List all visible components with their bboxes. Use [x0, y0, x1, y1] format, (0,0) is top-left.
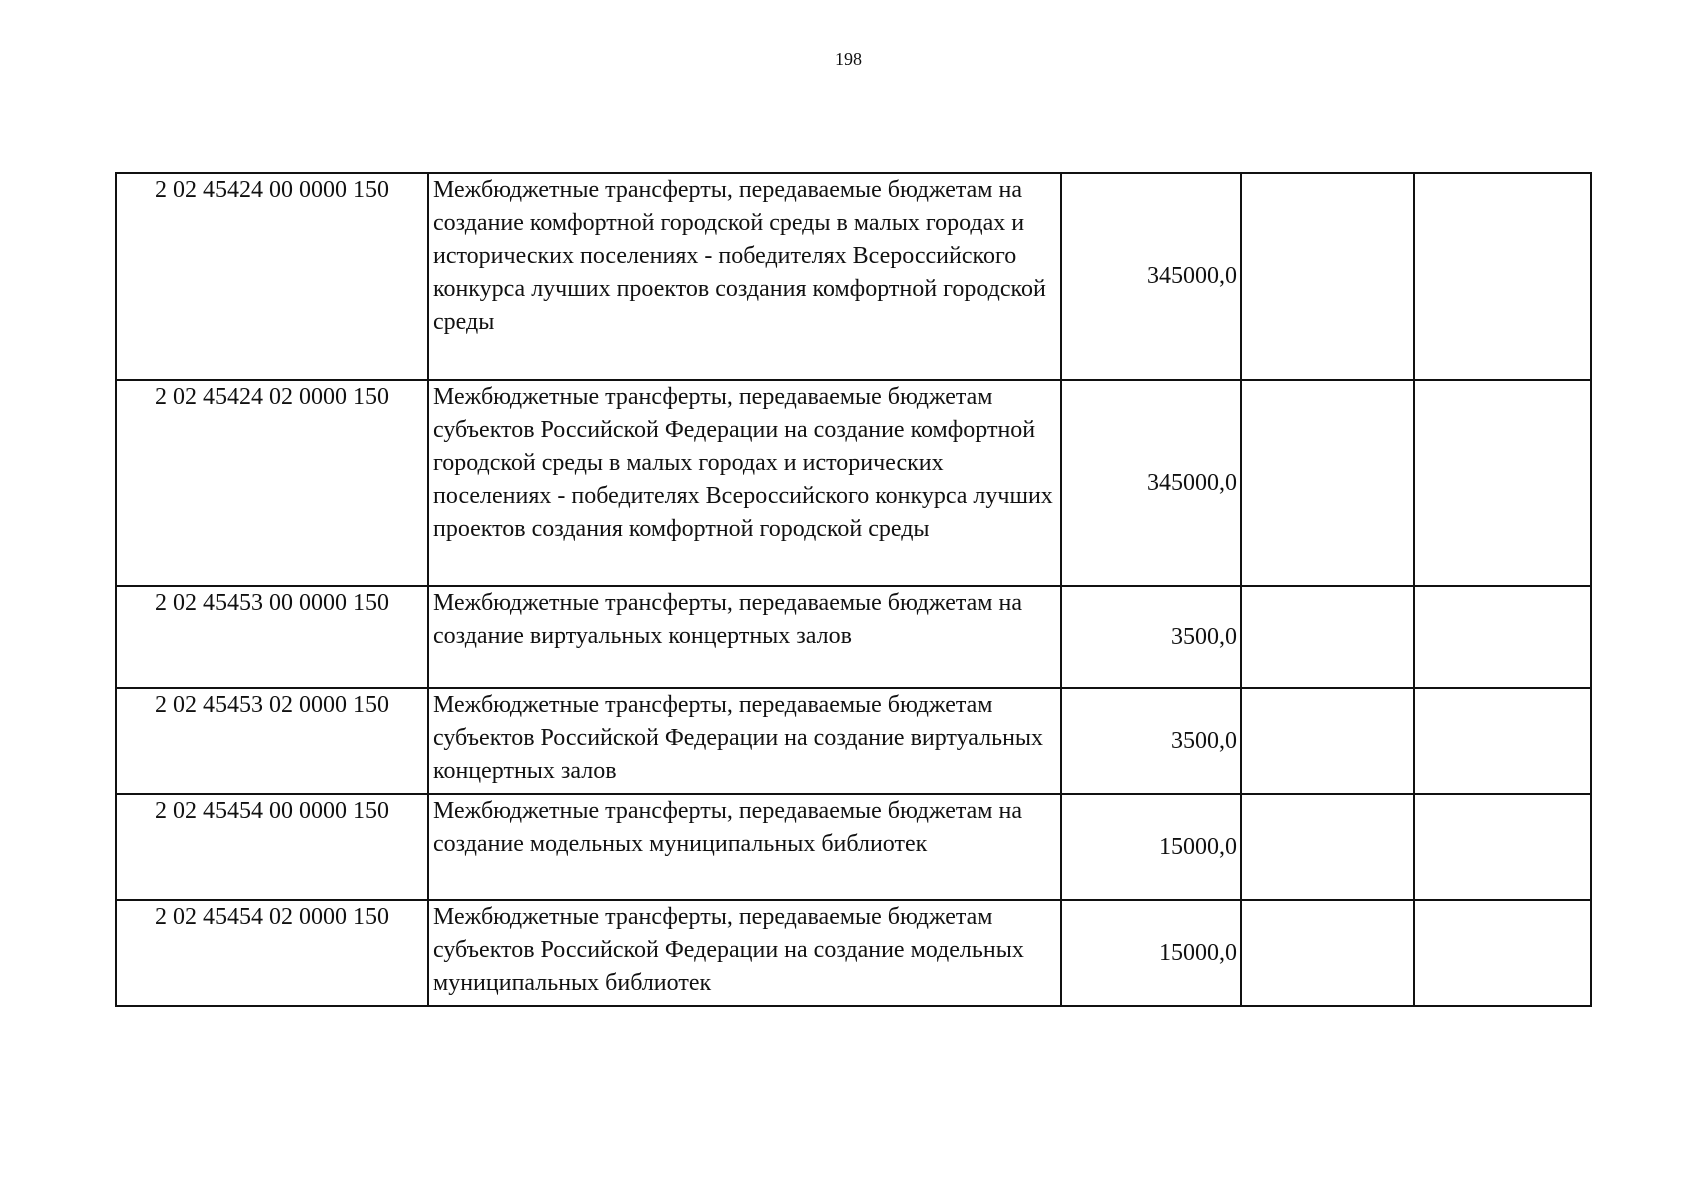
description-text: Межбюджетные трансферты, передаваемые бюджетам на создание комфортной городской среды в малых городах и исторических поселениях - победителях Всероссийского конкурса лучших проектов создания комфортной городской среды [433, 177, 1046, 335]
description-cell [428, 586, 1061, 688]
budget-code-cell [116, 900, 428, 1006]
description-cell [428, 794, 1061, 900]
amount-cell: 15000,0 [1061, 794, 1241, 900]
budget-code: 2 02 45453 00 0000 150 [155, 590, 389, 616]
budget-code: 2 02 45453 02 0000 150 [155, 692, 389, 718]
table-row [116, 900, 1591, 1006]
amount-cell: 3500,0 [1061, 586, 1241, 688]
budget-code: 2 02 45454 02 0000 150 [155, 904, 389, 930]
empty-cell-4 [1241, 794, 1414, 900]
empty-cell-5 [1414, 586, 1591, 688]
description-text: Межбюджетные трансферты, передаваемые бюджетам на создание виртуальных концертных залов [433, 590, 1022, 649]
empty-cell-4 [1241, 586, 1414, 688]
budget-code-cell [116, 688, 428, 794]
empty-cell-4 [1241, 380, 1414, 586]
table-row [116, 586, 1591, 688]
table-row [116, 380, 1591, 586]
description-cell [428, 173, 1061, 380]
budget-code: 2 02 45424 00 0000 150 [155, 177, 389, 203]
budget-code-cell [116, 586, 428, 688]
table-row [116, 688, 1591, 794]
amount-cell: 3500,0 [1061, 688, 1241, 794]
budget-code: 2 02 45424 02 0000 150 [155, 384, 389, 410]
table-row [116, 794, 1591, 900]
empty-cell-5 [1414, 794, 1591, 900]
description-cell [428, 688, 1061, 794]
amount-cell: 15000,0 [1061, 900, 1241, 1006]
description-cell [428, 380, 1061, 586]
description-text: Межбюджетные трансферты, передаваемые бюджетам субъектов Российской Федерации на создание модельных муниципальных библиотек [433, 904, 1024, 996]
budget-table [115, 172, 1592, 1007]
page-number: 198 [835, 49, 862, 69]
empty-cell-4 [1241, 173, 1414, 380]
budget-code-cell [116, 794, 428, 900]
description-cell [428, 900, 1061, 1006]
budget-code-cell [116, 173, 428, 380]
amount-cell: 345000,0 [1061, 173, 1241, 380]
empty-cell-4 [1241, 900, 1414, 1006]
empty-cell-5 [1414, 380, 1591, 586]
budget-code: 2 02 45454 00 0000 150 [155, 798, 389, 824]
table-row [116, 173, 1591, 380]
empty-cell-5 [1414, 173, 1591, 380]
empty-cell-4 [1241, 688, 1414, 794]
amount-cell: 345000,0 [1061, 380, 1241, 586]
description-text: Межбюджетные трансферты, передаваемые бюджетам субъектов Российской Федерации на создание комфортной городской среды в малых городах и исторических поселениях - победителях Всероссийского конкурса лучших проектов создания комфортной городской среды [433, 384, 1053, 542]
empty-cell-5 [1414, 900, 1591, 1006]
description-text: Межбюджетные трансферты, передаваемые бюджетам субъектов Российской Федерации на создание виртуальных концертных залов [433, 692, 1044, 784]
budget-code-cell [116, 380, 428, 586]
empty-cell-5 [1414, 688, 1591, 794]
description-text: Межбюджетные трансферты, передаваемые бюджетам на создание модельных муниципальных библиотек [433, 798, 1022, 857]
